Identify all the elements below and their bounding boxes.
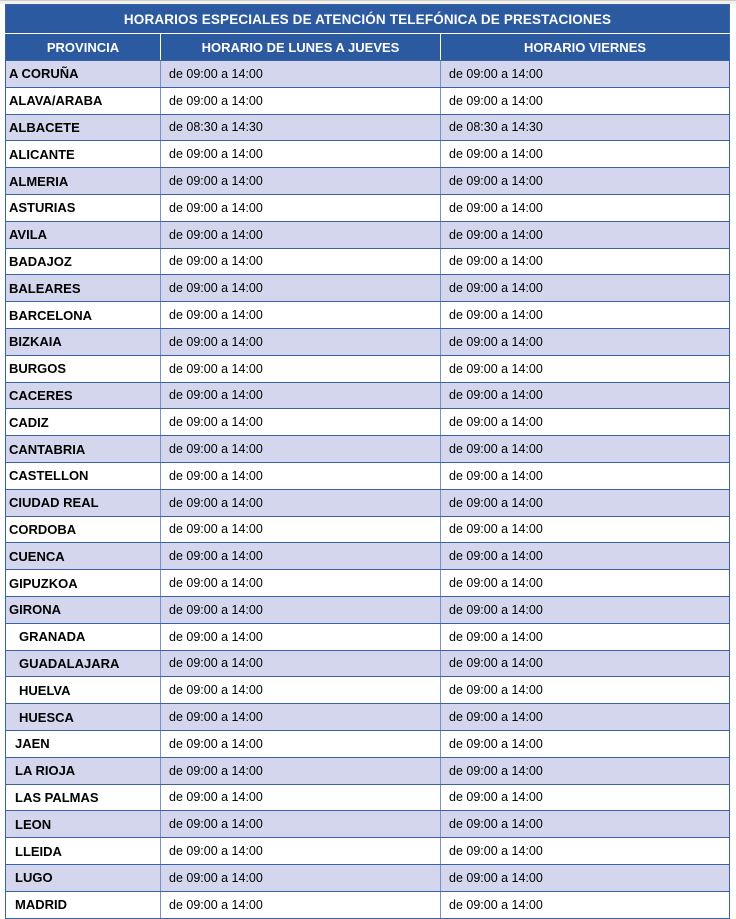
table-row bbox=[6, 409, 730, 436]
cell-horario-viernes: de 09:00 a 14:00 bbox=[441, 355, 730, 382]
cell-horario-lunes-a-jueves: de 09:00 a 14:00 bbox=[161, 596, 441, 623]
cell-horario-lunes-a-jueves: de 09:00 a 14:00 bbox=[161, 221, 441, 248]
cell-provincia: CUENCA bbox=[6, 543, 161, 570]
cell-provincia: A CORUÑA bbox=[6, 61, 161, 88]
cell-horario-viernes: de 09:00 a 14:00 bbox=[441, 757, 730, 784]
cell-horario-lunes-a-jueves: de 08:30 a 14:30 bbox=[161, 114, 441, 141]
cell-horario-lunes-a-jueves: de 09:00 a 14:00 bbox=[161, 194, 441, 221]
cell-provincia: ASTURIAS bbox=[6, 194, 161, 221]
cell-horario-lunes-a-jueves: de 09:00 a 14:00 bbox=[161, 328, 441, 355]
cell-horario-lunes-a-jueves: de 09:00 a 14:00 bbox=[161, 650, 441, 677]
table-row bbox=[6, 275, 730, 302]
cell-horario-lunes-a-jueves: de 09:00 a 14:00 bbox=[161, 489, 441, 516]
cell-horario-viernes: de 09:00 a 14:00 bbox=[441, 838, 730, 865]
table-title: HORARIOS ESPECIALES DE ATENCIÓN TELEFÓNICA DE PRESTACIONES bbox=[6, 5, 730, 34]
column-header-provincia: PROVINCIA bbox=[6, 34, 161, 61]
cell-horario-viernes: de 09:00 a 14:00 bbox=[441, 382, 730, 409]
cell-horario-viernes: de 09:00 a 14:00 bbox=[441, 275, 730, 302]
cell-horario-viernes: de 09:00 a 14:00 bbox=[441, 328, 730, 355]
table-header-row bbox=[6, 34, 730, 61]
cell-horario-lunes-a-jueves: de 09:00 a 14:00 bbox=[161, 570, 441, 597]
cell-provincia: GIPUZKOA bbox=[6, 570, 161, 597]
table-row bbox=[6, 355, 730, 382]
cell-horario-lunes-a-jueves: de 09:00 a 14:00 bbox=[161, 409, 441, 436]
table-row bbox=[6, 864, 730, 891]
table-body bbox=[6, 61, 730, 919]
cell-horario-viernes: de 09:00 a 14:00 bbox=[441, 596, 730, 623]
table-row bbox=[6, 704, 730, 731]
cell-horario-viernes: de 09:00 a 14:00 bbox=[441, 87, 730, 114]
table-row bbox=[6, 891, 730, 918]
cell-horario-lunes-a-jueves: de 09:00 a 14:00 bbox=[161, 838, 441, 865]
cell-provincia: BALEARES bbox=[6, 275, 161, 302]
table-row bbox=[6, 570, 730, 597]
top-edge-line bbox=[0, 0, 736, 1]
schedule-table-container bbox=[5, 4, 729, 919]
cell-provincia: LUGO bbox=[6, 864, 161, 891]
table-title-row bbox=[6, 5, 730, 34]
cell-horario-viernes: de 09:00 a 14:00 bbox=[441, 730, 730, 757]
cell-horario-lunes-a-jueves: de 09:00 a 14:00 bbox=[161, 784, 441, 811]
cell-provincia: ALMERIA bbox=[6, 168, 161, 195]
cell-horario-lunes-a-jueves: de 09:00 a 14:00 bbox=[161, 543, 441, 570]
cell-horario-lunes-a-jueves: de 09:00 a 14:00 bbox=[161, 811, 441, 838]
cell-provincia: CIUDAD REAL bbox=[6, 489, 161, 516]
cell-provincia: BADAJOZ bbox=[6, 248, 161, 275]
table-row bbox=[6, 784, 730, 811]
schedule-table bbox=[5, 4, 730, 919]
cell-horario-lunes-a-jueves: de 09:00 a 14:00 bbox=[161, 704, 441, 731]
cell-horario-viernes: de 08:30 a 14:30 bbox=[441, 114, 730, 141]
cell-horario-viernes: de 09:00 a 14:00 bbox=[441, 543, 730, 570]
cell-horario-viernes: de 09:00 a 14:00 bbox=[441, 516, 730, 543]
table-row bbox=[6, 248, 730, 275]
cell-provincia: CACERES bbox=[6, 382, 161, 409]
cell-horario-viernes: de 09:00 a 14:00 bbox=[441, 811, 730, 838]
cell-horario-viernes: de 09:00 a 14:00 bbox=[441, 704, 730, 731]
table-row bbox=[6, 168, 730, 195]
table-row bbox=[6, 302, 730, 329]
cell-horario-viernes: de 09:00 a 14:00 bbox=[441, 489, 730, 516]
cell-horario-viernes: de 09:00 a 14:00 bbox=[441, 864, 730, 891]
cell-horario-viernes: de 09:00 a 14:00 bbox=[441, 784, 730, 811]
table-row bbox=[6, 838, 730, 865]
cell-provincia: LEON bbox=[6, 811, 161, 838]
cell-horario-lunes-a-jueves: de 09:00 a 14:00 bbox=[161, 302, 441, 329]
table-row bbox=[6, 328, 730, 355]
cell-horario-viernes: de 09:00 a 14:00 bbox=[441, 436, 730, 463]
cell-provincia: ALAVA/ARABA bbox=[6, 87, 161, 114]
column-header-viernes: HORARIO VIERNES bbox=[441, 34, 730, 61]
cell-horario-viernes: de 09:00 a 14:00 bbox=[441, 650, 730, 677]
cell-horario-lunes-a-jueves: de 09:00 a 14:00 bbox=[161, 757, 441, 784]
table-row bbox=[6, 596, 730, 623]
table-row bbox=[6, 141, 730, 168]
cell-horario-lunes-a-jueves: de 09:00 a 14:00 bbox=[161, 87, 441, 114]
cell-horario-lunes-a-jueves: de 09:00 a 14:00 bbox=[161, 623, 441, 650]
cell-horario-viernes: de 09:00 a 14:00 bbox=[441, 462, 730, 489]
cell-provincia: ALBACETE bbox=[6, 114, 161, 141]
cell-provincia: JAEN bbox=[6, 730, 161, 757]
table-row bbox=[6, 221, 730, 248]
table-row bbox=[6, 61, 730, 88]
cell-horario-lunes-a-jueves: de 09:00 a 14:00 bbox=[161, 677, 441, 704]
table-row bbox=[6, 811, 730, 838]
cell-horario-viernes: de 09:00 a 14:00 bbox=[441, 302, 730, 329]
cell-provincia: BIZKAIA bbox=[6, 328, 161, 355]
cell-horario-viernes: de 09:00 a 14:00 bbox=[441, 677, 730, 704]
cell-horario-lunes-a-jueves: de 09:00 a 14:00 bbox=[161, 730, 441, 757]
table-row bbox=[6, 382, 730, 409]
table-row bbox=[6, 623, 730, 650]
table-row bbox=[6, 543, 730, 570]
table-row bbox=[6, 462, 730, 489]
cell-horario-lunes-a-jueves: de 09:00 a 14:00 bbox=[161, 891, 441, 918]
cell-horario-viernes: de 09:00 a 14:00 bbox=[441, 168, 730, 195]
cell-provincia: LAS PALMAS bbox=[6, 784, 161, 811]
cell-horario-lunes-a-jueves: de 09:00 a 14:00 bbox=[161, 382, 441, 409]
cell-provincia: HUELVA bbox=[6, 677, 161, 704]
table-row bbox=[6, 516, 730, 543]
cell-provincia: CADIZ bbox=[6, 409, 161, 436]
cell-provincia: LLEIDA bbox=[6, 838, 161, 865]
table-row bbox=[6, 194, 730, 221]
table-row bbox=[6, 650, 730, 677]
table-head bbox=[6, 5, 730, 61]
cell-horario-viernes: de 09:00 a 14:00 bbox=[441, 891, 730, 918]
cell-horario-lunes-a-jueves: de 09:00 a 14:00 bbox=[161, 516, 441, 543]
cell-horario-viernes: de 09:00 a 14:00 bbox=[441, 570, 730, 597]
column-header-lunes-a-jueves: HORARIO DE LUNES A JUEVES bbox=[161, 34, 441, 61]
cell-horario-lunes-a-jueves: de 09:00 a 14:00 bbox=[161, 248, 441, 275]
cell-provincia: HUESCA bbox=[6, 704, 161, 731]
cell-horario-viernes: de 09:00 a 14:00 bbox=[441, 61, 730, 88]
cell-horario-lunes-a-jueves: de 09:00 a 14:00 bbox=[161, 462, 441, 489]
cell-horario-viernes: de 09:00 a 14:00 bbox=[441, 248, 730, 275]
cell-horario-lunes-a-jueves: de 09:00 a 14:00 bbox=[161, 864, 441, 891]
table-row bbox=[6, 436, 730, 463]
cell-provincia: BURGOS bbox=[6, 355, 161, 382]
cell-horario-lunes-a-jueves: de 09:00 a 14:00 bbox=[161, 355, 441, 382]
table-row bbox=[6, 730, 730, 757]
cell-horario-lunes-a-jueves: de 09:00 a 14:00 bbox=[161, 141, 441, 168]
cell-horario-viernes: de 09:00 a 14:00 bbox=[441, 623, 730, 650]
cell-horario-lunes-a-jueves: de 09:00 a 14:00 bbox=[161, 275, 441, 302]
cell-horario-lunes-a-jueves: de 09:00 a 14:00 bbox=[161, 436, 441, 463]
cell-provincia: GRANADA bbox=[6, 623, 161, 650]
cell-provincia: LA RIOJA bbox=[6, 757, 161, 784]
cell-provincia: MADRID bbox=[6, 891, 161, 918]
cell-provincia: BARCELONA bbox=[6, 302, 161, 329]
cell-provincia: CASTELLON bbox=[6, 462, 161, 489]
table-row bbox=[6, 677, 730, 704]
table-row bbox=[6, 489, 730, 516]
table-row bbox=[6, 87, 730, 114]
cell-horario-viernes: de 09:00 a 14:00 bbox=[441, 141, 730, 168]
cell-provincia: GIRONA bbox=[6, 596, 161, 623]
table-row bbox=[6, 114, 730, 141]
cell-horario-viernes: de 09:00 a 14:00 bbox=[441, 221, 730, 248]
table-row bbox=[6, 757, 730, 784]
cell-horario-viernes: de 09:00 a 14:00 bbox=[441, 194, 730, 221]
cell-horario-viernes: de 09:00 a 14:00 bbox=[441, 409, 730, 436]
cell-provincia: CORDOBA bbox=[6, 516, 161, 543]
cell-provincia: ALICANTE bbox=[6, 141, 161, 168]
cell-provincia: CANTABRIA bbox=[6, 436, 161, 463]
cell-horario-lunes-a-jueves: de 09:00 a 14:00 bbox=[161, 168, 441, 195]
cell-provincia: GUADALAJARA bbox=[6, 650, 161, 677]
cell-provincia: AVILA bbox=[6, 221, 161, 248]
cell-horario-lunes-a-jueves: de 09:00 a 14:00 bbox=[161, 61, 441, 88]
